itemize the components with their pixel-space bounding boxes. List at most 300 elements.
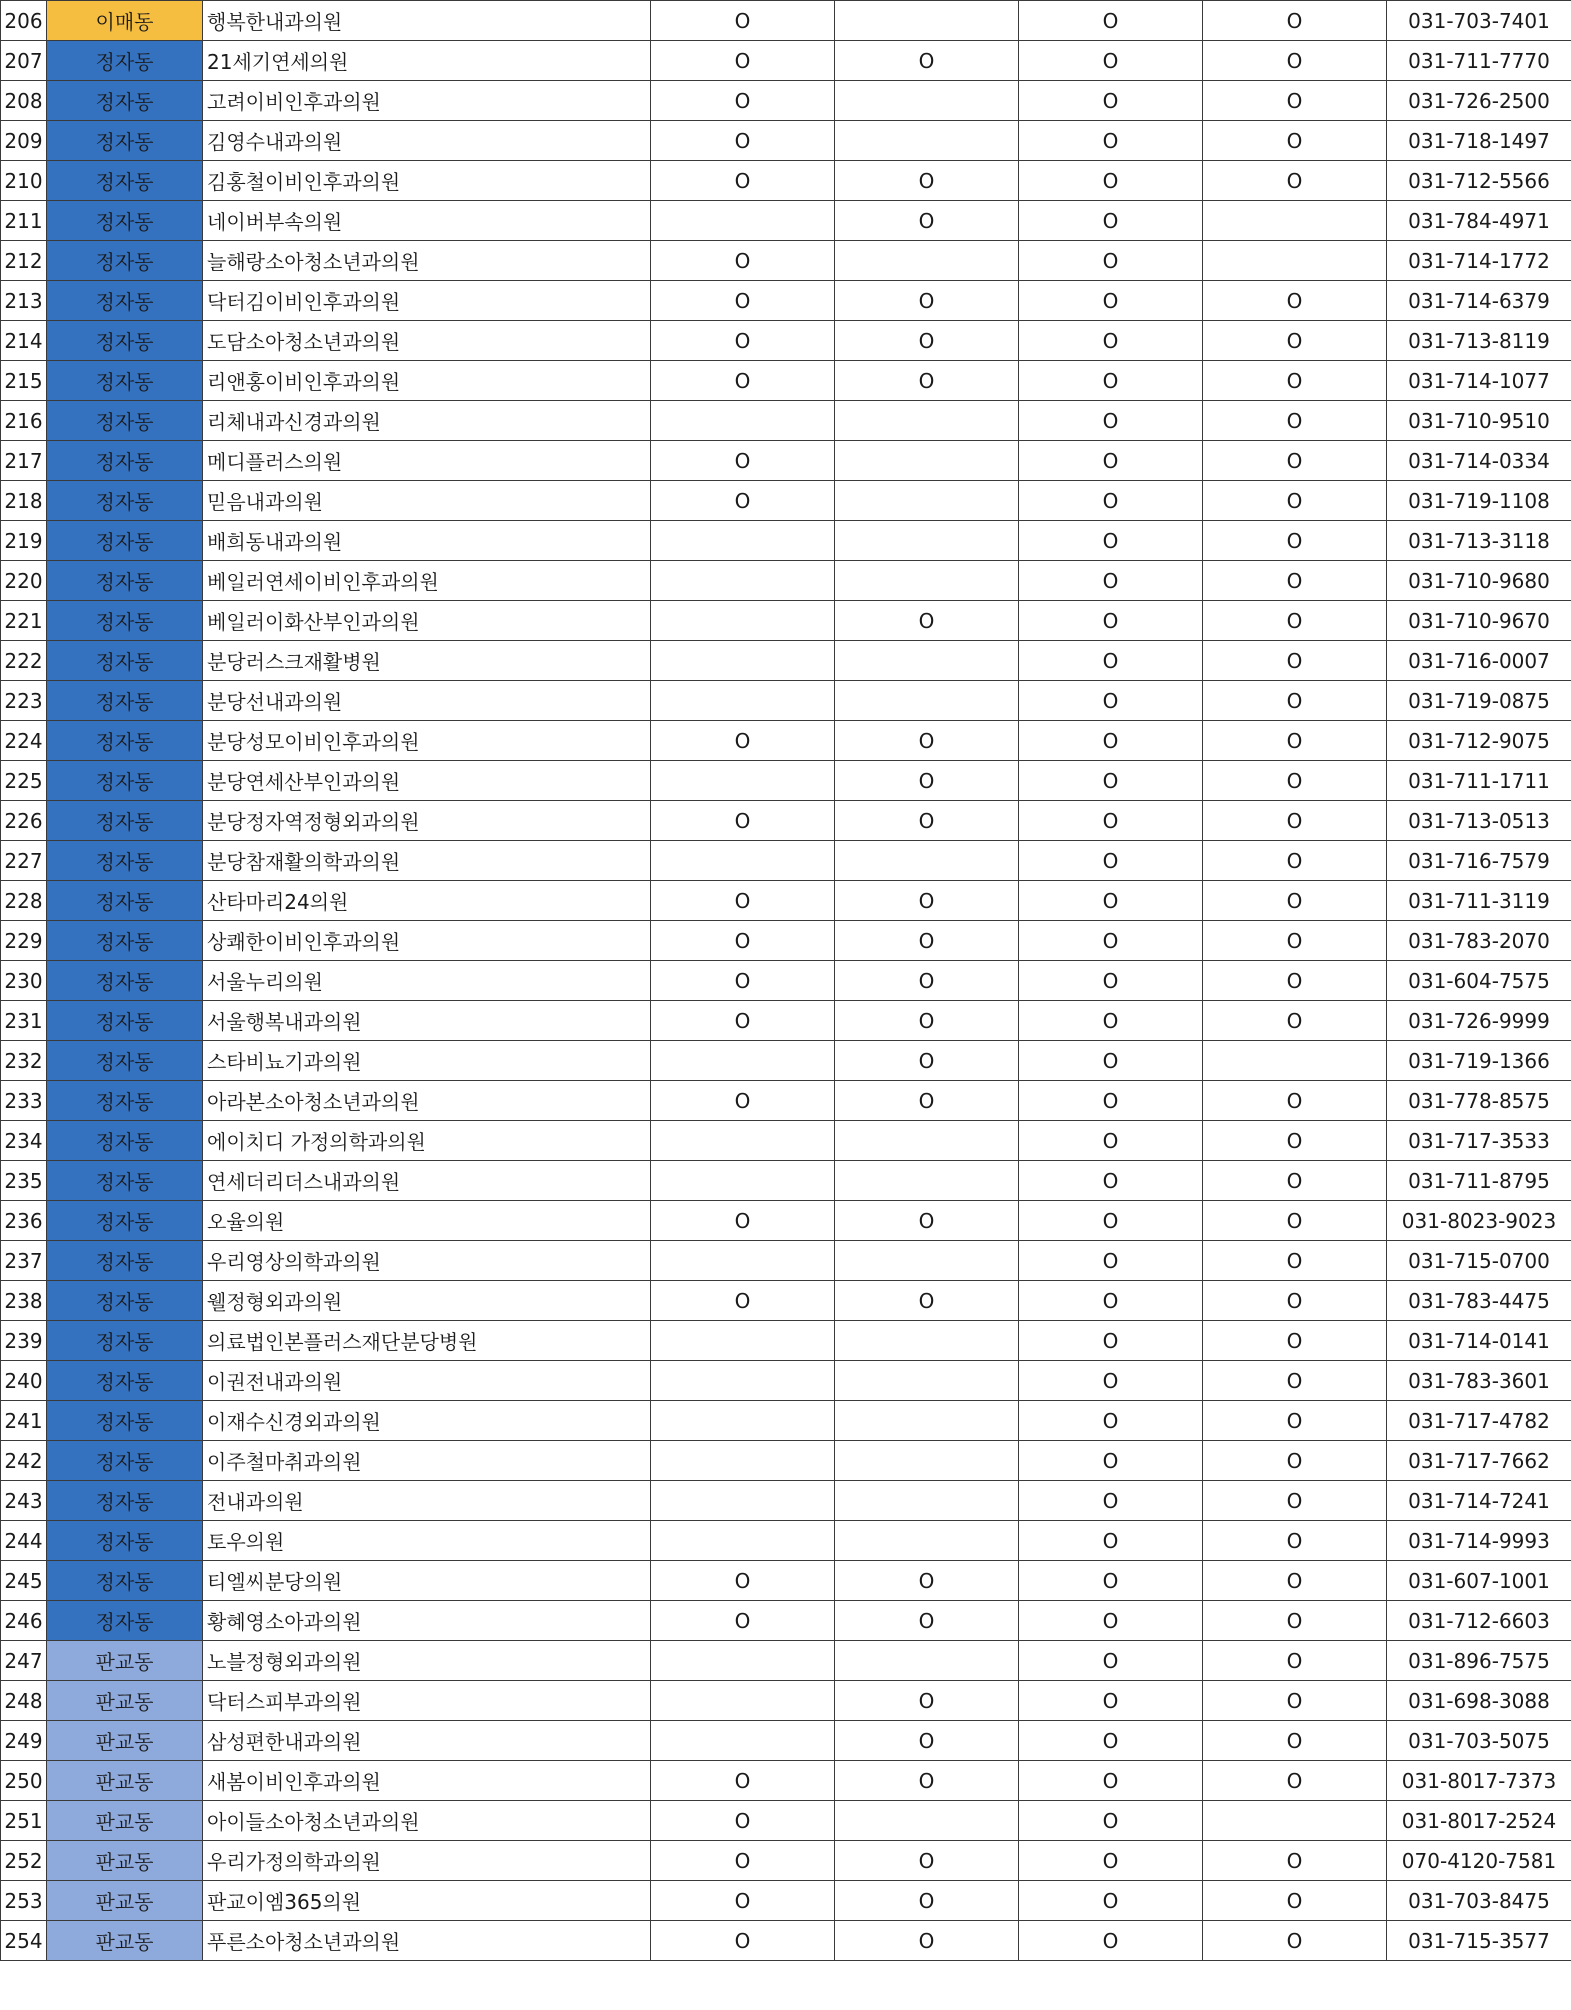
dong-cell: 정자동 (47, 41, 203, 81)
mark-cell-4: O (1203, 1241, 1387, 1281)
mark-cell-2 (835, 1321, 1019, 1361)
mark-cell-3: O (1019, 641, 1203, 681)
mark-cell-4: O (1203, 401, 1387, 441)
phone-cell: 031-703-7401 (1387, 1, 1571, 41)
mark-cell-2 (835, 441, 1019, 481)
clinic-name-cell: 네이버부속의원 (203, 201, 651, 241)
mark-cell-4: O (1203, 1921, 1387, 1961)
mark-cell-3: O (1019, 1841, 1203, 1881)
mark-cell-4: O (1203, 1721, 1387, 1761)
row-number-cell: 222 (1, 641, 47, 681)
clinic-name-cell: 배희동내과의원 (203, 521, 651, 561)
mark-cell-2: O (835, 201, 1019, 241)
row-number-cell: 220 (1, 561, 47, 601)
phone-cell: 031-713-8119 (1387, 321, 1571, 361)
mark-cell-1 (651, 1521, 835, 1561)
dong-cell: 정자동 (47, 441, 203, 481)
mark-cell-2: O (835, 161, 1019, 201)
row-number-cell: 236 (1, 1201, 47, 1241)
mark-cell-4: O (1203, 521, 1387, 561)
mark-cell-4: O (1203, 1361, 1387, 1401)
mark-cell-2: O (835, 1561, 1019, 1601)
mark-cell-4: O (1203, 1201, 1387, 1241)
mark-cell-1 (651, 1441, 835, 1481)
mark-cell-1: O (651, 241, 835, 281)
dong-cell: 정자동 (47, 1241, 203, 1281)
table-row (1, 1081, 1571, 1121)
table-row (1, 1521, 1571, 1561)
mark-cell-4: O (1203, 1561, 1387, 1601)
mark-cell-1: O (651, 361, 835, 401)
table-row (1, 801, 1571, 841)
phone-cell: 031-714-1077 (1387, 361, 1571, 401)
phone-cell: 031-783-3601 (1387, 1361, 1571, 1401)
row-number-cell: 246 (1, 1601, 47, 1641)
clinic-name-cell: 베일러연세이비인후과의원 (203, 561, 651, 601)
table-row (1, 481, 1571, 521)
table-row (1, 1161, 1571, 1201)
phone-cell: 031-714-9993 (1387, 1521, 1571, 1561)
table-row (1, 1281, 1571, 1321)
mark-cell-3: O (1019, 321, 1203, 361)
row-number-cell: 244 (1, 1521, 47, 1561)
mark-cell-3: O (1019, 681, 1203, 721)
table-row (1, 761, 1571, 801)
table-row (1, 241, 1571, 281)
mark-cell-1: O (651, 721, 835, 761)
table-row (1, 1401, 1571, 1441)
mark-cell-3: O (1019, 281, 1203, 321)
clinic-name-cell: 웰정형외과의원 (203, 1281, 651, 1321)
row-number-cell: 227 (1, 841, 47, 881)
dong-cell: 정자동 (47, 1041, 203, 1081)
clinic-name-cell: 도담소아청소년과의원 (203, 321, 651, 361)
mark-cell-4: O (1203, 561, 1387, 601)
mark-cell-1: O (651, 281, 835, 321)
mark-cell-4: O (1203, 1481, 1387, 1521)
mark-cell-2 (835, 1241, 1019, 1281)
mark-cell-2: O (835, 1881, 1019, 1921)
mark-cell-2 (835, 1401, 1019, 1441)
mark-cell-3: O (1019, 841, 1203, 881)
mark-cell-4 (1203, 201, 1387, 241)
clinic-name-cell: 리체내과신경과의원 (203, 401, 651, 441)
mark-cell-1: O (651, 1881, 835, 1921)
phone-cell: 031-716-0007 (1387, 641, 1571, 681)
mark-cell-4: O (1203, 81, 1387, 121)
mark-cell-1 (651, 1161, 835, 1201)
mark-cell-2 (835, 401, 1019, 441)
clinic-name-cell: 오율의원 (203, 1201, 651, 1241)
clinic-name-cell: 분당성모이비인후과의원 (203, 721, 651, 761)
row-number-cell: 235 (1, 1161, 47, 1201)
mark-cell-2 (835, 1, 1019, 41)
table-row (1, 1321, 1571, 1361)
clinic-name-cell: 의료법인본플러스재단분당병원 (203, 1321, 651, 1361)
table-row (1, 1241, 1571, 1281)
clinic-name-cell: 21세기연세의원 (203, 41, 651, 81)
mark-cell-4: O (1203, 1161, 1387, 1201)
table-row (1, 1681, 1571, 1721)
row-number-cell: 218 (1, 481, 47, 521)
table-row (1, 681, 1571, 721)
mark-cell-1: O (651, 1921, 835, 1961)
clinic-name-cell: 서울누리의원 (203, 961, 651, 1001)
phone-cell: 031-778-8575 (1387, 1081, 1571, 1121)
dong-cell: 정자동 (47, 681, 203, 721)
phone-cell: 031-703-5075 (1387, 1721, 1571, 1761)
dong-cell: 정자동 (47, 921, 203, 961)
phone-cell: 031-783-2070 (1387, 921, 1571, 961)
mark-cell-2: O (835, 1761, 1019, 1801)
clinic-name-cell: 에이치디 가정의학과의원 (203, 1121, 651, 1161)
clinic-name-cell: 분당연세산부인과의원 (203, 761, 651, 801)
dong-cell: 정자동 (47, 361, 203, 401)
row-number-cell: 232 (1, 1041, 47, 1081)
clinic-name-cell: 닥터김이비인후과의원 (203, 281, 651, 321)
clinic-name-cell: 새봄이비인후과의원 (203, 1761, 651, 1801)
clinic-name-cell: 김홍철이비인후과의원 (203, 161, 651, 201)
clinic-name-cell: 이주철마취과의원 (203, 1441, 651, 1481)
row-number-cell: 237 (1, 1241, 47, 1281)
dong-cell: 정자동 (47, 641, 203, 681)
table-row (1, 1361, 1571, 1401)
mark-cell-3: O (1019, 1001, 1203, 1041)
row-number-cell: 243 (1, 1481, 47, 1521)
mark-cell-2 (835, 641, 1019, 681)
phone-cell: 031-8017-2524 (1387, 1801, 1571, 1841)
table-row (1, 601, 1571, 641)
mark-cell-4: O (1203, 121, 1387, 161)
clinic-name-cell: 아라본소아청소년과의원 (203, 1081, 651, 1121)
row-number-cell: 215 (1, 361, 47, 401)
phone-cell: 031-703-8475 (1387, 1881, 1571, 1921)
mark-cell-2 (835, 681, 1019, 721)
row-number-cell: 253 (1, 1881, 47, 1921)
mark-cell-1 (651, 761, 835, 801)
phone-cell: 031-719-1366 (1387, 1041, 1571, 1081)
mark-cell-1 (651, 601, 835, 641)
dong-cell: 정자동 (47, 161, 203, 201)
dong-cell: 정자동 (47, 841, 203, 881)
clinic-name-cell: 이권전내과의원 (203, 1361, 651, 1401)
row-number-cell: 233 (1, 1081, 47, 1121)
mark-cell-3: O (1019, 121, 1203, 161)
mark-cell-1: O (651, 1081, 835, 1121)
dong-cell: 이매동 (47, 1, 203, 41)
phone-cell: 031-719-0875 (1387, 681, 1571, 721)
mark-cell-4: O (1203, 361, 1387, 401)
row-number-cell: 206 (1, 1, 47, 41)
mark-cell-3: O (1019, 1481, 1203, 1521)
mark-cell-3: O (1019, 1801, 1203, 1841)
clinic-name-cell: 아이들소아청소년과의원 (203, 1801, 651, 1841)
phone-cell: 031-712-9075 (1387, 721, 1571, 761)
mark-cell-1 (651, 1641, 835, 1681)
mark-cell-2 (835, 81, 1019, 121)
dong-cell: 판교동 (47, 1681, 203, 1721)
clinic-name-cell: 우리가정의학과의원 (203, 1841, 651, 1881)
mark-cell-1 (651, 1041, 835, 1081)
mark-cell-3: O (1019, 881, 1203, 921)
table-row (1, 641, 1571, 681)
mark-cell-2: O (835, 1841, 1019, 1881)
row-number-cell: 230 (1, 961, 47, 1001)
mark-cell-3: O (1019, 1361, 1203, 1401)
mark-cell-2 (835, 1161, 1019, 1201)
dong-cell: 정자동 (47, 1561, 203, 1601)
table-row (1, 1921, 1571, 1961)
phone-cell: 031-726-9999 (1387, 1001, 1571, 1041)
table-row (1, 1001, 1571, 1041)
dong-cell: 정자동 (47, 241, 203, 281)
clinic-name-cell: 황혜영소아과의원 (203, 1601, 651, 1641)
mark-cell-3: O (1019, 1041, 1203, 1081)
mark-cell-2: O (835, 1081, 1019, 1121)
mark-cell-4: O (1203, 1881, 1387, 1921)
dong-cell: 정자동 (47, 1521, 203, 1561)
mark-cell-2 (835, 121, 1019, 161)
clinic-name-cell: 삼성편한내과의원 (203, 1721, 651, 1761)
mark-cell-4: O (1203, 1321, 1387, 1361)
clinic-name-cell: 베일러이화산부인과의원 (203, 601, 651, 641)
mark-cell-4: O (1203, 441, 1387, 481)
mark-cell-3: O (1019, 1881, 1203, 1921)
phone-cell: 031-711-7770 (1387, 41, 1571, 81)
mark-cell-3: O (1019, 1241, 1203, 1281)
phone-cell: 031-714-0141 (1387, 1321, 1571, 1361)
row-number-cell: 208 (1, 81, 47, 121)
mark-cell-4: O (1203, 1121, 1387, 1161)
phone-cell: 031-698-3088 (1387, 1681, 1571, 1721)
mark-cell-4: O (1203, 881, 1387, 921)
row-number-cell: 247 (1, 1641, 47, 1681)
row-number-cell: 238 (1, 1281, 47, 1321)
mark-cell-3: O (1019, 1441, 1203, 1481)
mark-cell-1: O (651, 921, 835, 961)
clinic-name-cell: 전내과의원 (203, 1481, 651, 1521)
phone-cell: 031-716-7579 (1387, 841, 1571, 881)
dong-cell: 판교동 (47, 1841, 203, 1881)
mark-cell-2: O (835, 1681, 1019, 1721)
dong-cell: 정자동 (47, 1321, 203, 1361)
clinic-name-cell: 산타마리24의원 (203, 881, 651, 921)
dong-cell: 정자동 (47, 761, 203, 801)
mark-cell-4: O (1203, 1681, 1387, 1721)
mark-cell-2 (835, 1801, 1019, 1841)
mark-cell-1 (651, 1481, 835, 1521)
mark-cell-3: O (1019, 1281, 1203, 1321)
phone-cell: 031-717-3533 (1387, 1121, 1571, 1161)
mark-cell-1: O (651, 121, 835, 161)
phone-cell: 070-4120-7581 (1387, 1841, 1571, 1881)
clinic-name-cell: 늘해랑소아청소년과의원 (203, 241, 651, 281)
phone-cell: 031-713-3118 (1387, 521, 1571, 561)
clinic-name-cell: 고려이비인후과의원 (203, 81, 651, 121)
row-number-cell: 226 (1, 801, 47, 841)
dong-cell: 정자동 (47, 1401, 203, 1441)
mark-cell-3: O (1019, 521, 1203, 561)
dong-cell: 정자동 (47, 1601, 203, 1641)
mark-cell-1 (651, 401, 835, 441)
dong-cell: 정자동 (47, 1001, 203, 1041)
table-row (1, 321, 1571, 361)
table-row (1, 1761, 1571, 1801)
mark-cell-1: O (651, 41, 835, 81)
clinic-name-cell: 리앤홍이비인후과의원 (203, 361, 651, 401)
phone-cell: 031-710-9670 (1387, 601, 1571, 641)
mark-cell-2: O (835, 41, 1019, 81)
mark-cell-4: O (1203, 681, 1387, 721)
phone-cell: 031-712-6603 (1387, 1601, 1571, 1641)
phone-cell: 031-718-1497 (1387, 121, 1571, 161)
clinic-name-cell: 분당러스크재활병원 (203, 641, 651, 681)
mark-cell-1: O (651, 801, 835, 841)
clinic-table-body (1, 1, 1571, 1961)
phone-cell: 031-715-0700 (1387, 1241, 1571, 1281)
table-row (1, 441, 1571, 481)
mark-cell-3: O (1019, 361, 1203, 401)
mark-cell-4: O (1203, 1841, 1387, 1881)
clinic-name-cell: 상쾌한이비인후과의원 (203, 921, 651, 961)
mark-cell-1 (651, 1721, 835, 1761)
row-number-cell: 213 (1, 281, 47, 321)
dong-cell: 판교동 (47, 1641, 203, 1681)
row-number-cell: 216 (1, 401, 47, 441)
row-number-cell: 214 (1, 321, 47, 361)
mark-cell-1 (651, 521, 835, 561)
mark-cell-3: O (1019, 1081, 1203, 1121)
table-row (1, 1641, 1571, 1681)
mark-cell-1 (651, 1121, 835, 1161)
mark-cell-2: O (835, 1601, 1019, 1641)
mark-cell-2 (835, 1641, 1019, 1681)
phone-cell: 031-607-1001 (1387, 1561, 1571, 1601)
mark-cell-3: O (1019, 401, 1203, 441)
clinic-name-cell: 티엘씨분당의원 (203, 1561, 651, 1601)
mark-cell-2: O (835, 1921, 1019, 1961)
clinic-name-cell: 분당선내과의원 (203, 681, 651, 721)
mark-cell-4: O (1203, 601, 1387, 641)
mark-cell-2 (835, 1361, 1019, 1401)
mark-cell-2: O (835, 1001, 1019, 1041)
mark-cell-1: O (651, 1841, 835, 1881)
mark-cell-1 (651, 1241, 835, 1281)
dong-cell: 판교동 (47, 1881, 203, 1921)
dong-cell: 정자동 (47, 1121, 203, 1161)
phone-cell: 031-711-8795 (1387, 1161, 1571, 1201)
table-row (1, 841, 1571, 881)
mark-cell-2: O (835, 801, 1019, 841)
mark-cell-4: O (1203, 761, 1387, 801)
dong-cell: 정자동 (47, 521, 203, 561)
mark-cell-3: O (1019, 761, 1203, 801)
mark-cell-4: O (1203, 841, 1387, 881)
clinic-name-cell: 토우의원 (203, 1521, 651, 1561)
mark-cell-2 (835, 1521, 1019, 1561)
clinic-name-cell: 판교이엠365의원 (203, 1881, 651, 1921)
phone-cell: 031-783-4475 (1387, 1281, 1571, 1321)
clinic-name-cell: 푸른소아청소년과의원 (203, 1921, 651, 1961)
dong-cell: 정자동 (47, 401, 203, 441)
mark-cell-2: O (835, 761, 1019, 801)
row-number-cell: 249 (1, 1721, 47, 1761)
mark-cell-1: O (651, 1561, 835, 1601)
mark-cell-2 (835, 1481, 1019, 1521)
row-number-cell: 221 (1, 601, 47, 641)
mark-cell-3: O (1019, 1521, 1203, 1561)
row-number-cell: 231 (1, 1001, 47, 1041)
row-number-cell: 219 (1, 521, 47, 561)
dong-cell: 정자동 (47, 801, 203, 841)
dong-cell: 정자동 (47, 961, 203, 1001)
row-number-cell: 240 (1, 1361, 47, 1401)
mark-cell-2 (835, 1121, 1019, 1161)
row-number-cell: 242 (1, 1441, 47, 1481)
mark-cell-2: O (835, 601, 1019, 641)
mark-cell-4: O (1203, 1601, 1387, 1641)
mark-cell-4: O (1203, 321, 1387, 361)
mark-cell-4: O (1203, 281, 1387, 321)
mark-cell-4: O (1203, 721, 1387, 761)
phone-cell: 031-713-0513 (1387, 801, 1571, 841)
mark-cell-1: O (651, 321, 835, 361)
mark-cell-3: O (1019, 1721, 1203, 1761)
mark-cell-1 (651, 1321, 835, 1361)
phone-cell: 031-714-6379 (1387, 281, 1571, 321)
mark-cell-3: O (1019, 1, 1203, 41)
mark-cell-1 (651, 1401, 835, 1441)
table-row (1, 1841, 1571, 1881)
mark-cell-3: O (1019, 241, 1203, 281)
mark-cell-2 (835, 841, 1019, 881)
mark-cell-2: O (835, 1281, 1019, 1321)
clinic-name-cell: 스타비뇨기과의원 (203, 1041, 651, 1081)
table-row (1, 1721, 1571, 1761)
phone-cell: 031-8017-7373 (1387, 1761, 1571, 1801)
mark-cell-1: O (651, 881, 835, 921)
mark-cell-3: O (1019, 1601, 1203, 1641)
row-number-cell: 209 (1, 121, 47, 161)
row-number-cell: 245 (1, 1561, 47, 1601)
phone-cell: 031-714-1772 (1387, 241, 1571, 281)
mark-cell-4: O (1203, 1641, 1387, 1681)
row-number-cell: 225 (1, 761, 47, 801)
dong-cell: 정자동 (47, 81, 203, 121)
dong-cell: 정자동 (47, 561, 203, 601)
mark-cell-3: O (1019, 1121, 1203, 1161)
mark-cell-1: O (651, 441, 835, 481)
table-row (1, 161, 1571, 201)
mark-cell-3: O (1019, 1321, 1203, 1361)
dong-cell: 정자동 (47, 1441, 203, 1481)
mark-cell-3: O (1019, 1561, 1203, 1601)
row-number-cell: 241 (1, 1401, 47, 1441)
mark-cell-4 (1203, 1801, 1387, 1841)
mark-cell-2 (835, 481, 1019, 521)
phone-cell: 031-896-7575 (1387, 1641, 1571, 1681)
table-row (1, 201, 1571, 241)
mark-cell-1: O (651, 1001, 835, 1041)
mark-cell-2: O (835, 881, 1019, 921)
mark-cell-1 (651, 1681, 835, 1721)
row-number-cell: 239 (1, 1321, 47, 1361)
mark-cell-2 (835, 241, 1019, 281)
dong-cell: 판교동 (47, 1921, 203, 1961)
mark-cell-2: O (835, 1041, 1019, 1081)
table-row (1, 41, 1571, 81)
dong-cell: 정자동 (47, 1161, 203, 1201)
